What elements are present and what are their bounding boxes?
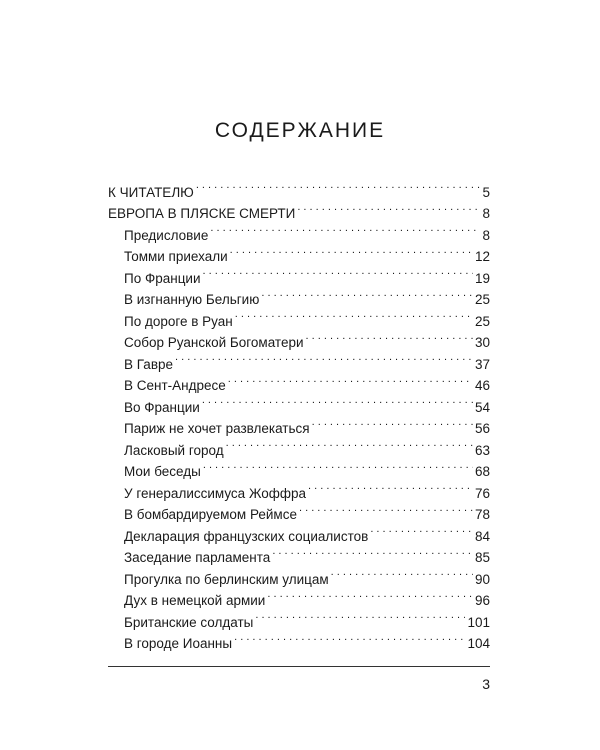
dot-leader [203,455,473,477]
toc-entry-page: 8 [482,227,490,243]
dot-leader [228,369,473,391]
toc-entry-title: Во Франции [124,399,200,415]
toc-entry-title: Дух в немецкой армии [124,593,266,608]
dot-leader [370,519,473,541]
dot-leader [331,562,473,584]
dot-leader [235,304,473,326]
toc-entry-page: 78 [474,507,490,522]
page-number: 3 [482,676,490,692]
toc-entry-title: В бомбардируемом Реймсе [124,507,297,522]
dot-leader [255,605,465,627]
toc-entry-title: Париж не хочет развлекаться [124,421,310,436]
toc-entry-page: 25 [474,313,490,329]
toc-entry-title: В городе Иоанны [124,636,233,651]
dot-leader [175,347,473,369]
dot-leader [272,541,473,563]
dot-leader [234,627,465,649]
toc-entry-title: ЕВРОПА В ПЛЯСКЕ СМЕРТИ [108,206,296,221]
toc-entry-page: 84 [474,528,490,544]
toc-entry-page: 19 [474,270,490,286]
dot-leader [297,197,480,219]
toc-entry-page: 12 [474,249,490,264]
dot-leader [226,433,473,455]
toc-entry-page: 101 [467,614,490,630]
toc-entry-title: По Франции [124,270,201,286]
toc-entry-title: Предисловие [124,227,209,243]
toc-entry-title: Ласковый город [124,442,224,458]
toc-entry-page: 5 [482,184,490,200]
toc-entry-title: Британские солдаты [124,614,254,630]
toc-entry-page: 85 [474,550,490,565]
dot-leader [306,326,473,348]
toc-entry-title: Мои беседы [124,464,201,479]
table-of-contents [108,175,490,651]
dot-leader [230,240,473,262]
dot-leader [202,390,473,412]
dot-leader [308,476,473,498]
toc-entry-title: В Гавре [124,356,174,372]
toc-entry-page: 104 [467,636,490,651]
toc-entry-page: 25 [474,292,490,307]
toc-entry-title: По дороге в Руан [124,313,233,329]
toc-entry-page: 90 [474,571,490,587]
dot-leader [312,412,473,434]
toc-entry-page: 96 [474,593,490,608]
toc-entry-page: 63 [474,442,490,458]
toc-entry-title: Заседание парламента [124,550,271,565]
dot-leader [203,261,473,283]
toc-entry-page: 8 [482,206,490,221]
toc-entry-page: 30 [474,335,490,350]
dot-leader [196,175,481,197]
toc-entry-page: 54 [474,399,490,415]
toc-entry-title: В изгнанную Бельгию [124,292,260,307]
toc-entry-title: Томми приехали [124,249,228,264]
dot-leader [299,498,473,520]
toc-entry [108,175,490,200]
footer-divider [108,666,490,667]
toc-entry-title: Прогулка по берлинским улицам [124,571,329,587]
toc-entry-title: Собор Руанской Богоматери [124,335,304,350]
toc-entry-page: 76 [474,485,490,501]
toc-entry-title: В Сент-Андресе [124,378,226,393]
toc-entry-page: 56 [474,421,490,436]
toc-entry-page: 68 [474,464,490,479]
toc-entry-title: У генералиссимуса Жоффра [124,485,306,501]
toc-entry-page: 46 [474,378,490,393]
toc-entry-title: Декларация французских социалистов [124,528,369,544]
toc-entry-page: 37 [474,356,490,372]
dot-leader [210,218,480,240]
dot-leader [261,283,473,305]
toc-entry-title: К ЧИТАТЕЛЮ [108,184,194,200]
page-title: СОДЕРЖАНИЕ [214,119,386,142]
dot-leader [267,584,473,606]
